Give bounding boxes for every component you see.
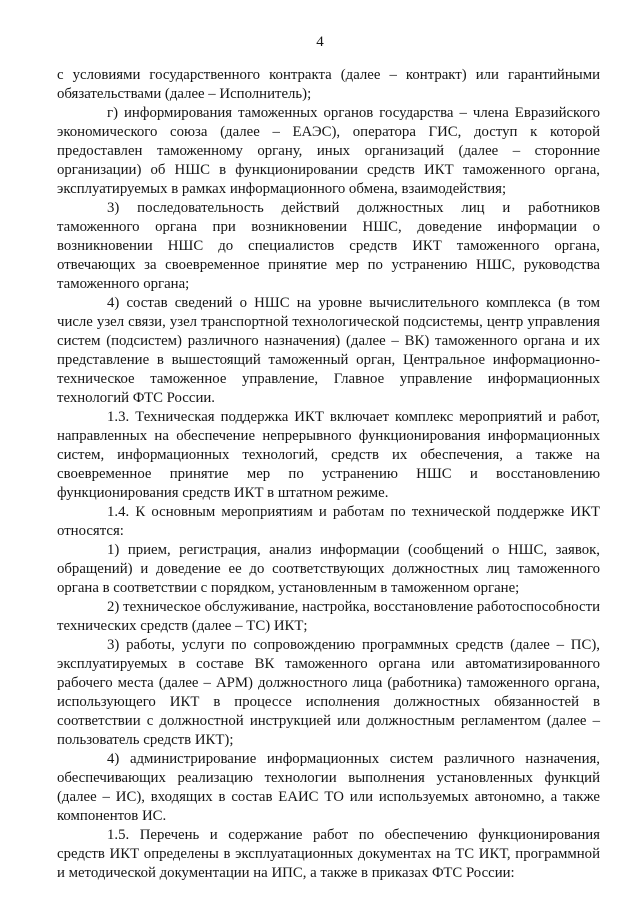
page-number: 4: [316, 34, 324, 50]
paragraph: 1.5. Перечень и содержание работ по обеспечению функционирования средств ИКТ определены в эксплуатационных документах на ТС ИКТ, программной и методической документации на ИПС, а также в приказах ФТС России:: [57, 827, 600, 881]
paragraph: с условиями государственного контракта (далее – контракт) или гарантийными обязательствами (далее – Исполнитель);: [57, 67, 600, 102]
paragraph: г) информирования таможенных органов государства – члена Евразийского экономического союза (далее – ЕАЭС), оператора ГИС, доступ к которой предоставлен таможенному органу, иных организаций (далее – сторонние организации) об НШС в функционировании средств ИКТ таможенного органа, эксплуатируемых в рамках информационного обмена, взаимодействия;: [57, 105, 600, 197]
paragraph: 3) последовательность действий должностных лиц и работников таможенного органа при возникновении НШС, доведение информации о возникновении НШС до специалистов средств ИКТ таможенного органа, отвечающих за своевременное принятие мер по устранению НШС, руководства таможенного органа;: [57, 200, 600, 292]
paragraph: 1) прием, регистрация, анализ информации (сообщений о НШС, заявок, обращений) и доведение ее до соответствующих должностных лиц таможенного органа в соответствии с порядком, установленным в таможенном органе;: [57, 542, 600, 596]
paragraph: 1.4. К основным мероприятиям и работам по технической поддержке ИКТ относятся:: [57, 504, 600, 539]
paragraph: 4) состав сведений о НШС на уровне вычислительного комплекса (в том числе узел связи, узел транспортной технологической подсистемы, центр управления систем (подсистем) различного назначения) (далее – ВК) таможенного органа и их представление в вышестоящий таможенный орган, Центральное информационно-техническое таможенное управление, Главное управление информационных технологий ФТС России.: [57, 295, 600, 406]
document-body: [57, 66, 600, 883]
paragraph: 4) администрирование информационных систем различного назначения, обеспечивающих реализацию технологии выполнения установленных функций (далее – ИС), входящих в состав ЕАИС ТО или используемых автономно, а также компонентов ИС.: [57, 751, 600, 824]
paragraph: 2) техническое обслуживание, настройка, восстановление работоспособности технических средств (далее – ТС) ИКТ;: [57, 599, 600, 634]
paragraph: 3) работы, услуги по сопровождению программных средств (далее – ПС), эксплуатируемых в составе ВК таможенного органа или автоматизированного рабочего места (далее – АРМ) должностного лица (работника) таможенного органа, использующего ИКТ в процессе исполнения должностных обязанностей в соответствии с должностной инструкцией или должностным регламентом (далее – пользователь средств ИКТ);: [57, 637, 600, 748]
paragraph: 1.3. Техническая поддержка ИКТ включает комплекс мероприятий и работ, направленных на обеспечение непрерывного функционирования информационных систем, информационных технологий, средств их обеспечения, а также на своевременное принятие мер по устранению НШС и восстановлению функционирования средств ИКТ в штатном режиме.: [57, 409, 600, 501]
